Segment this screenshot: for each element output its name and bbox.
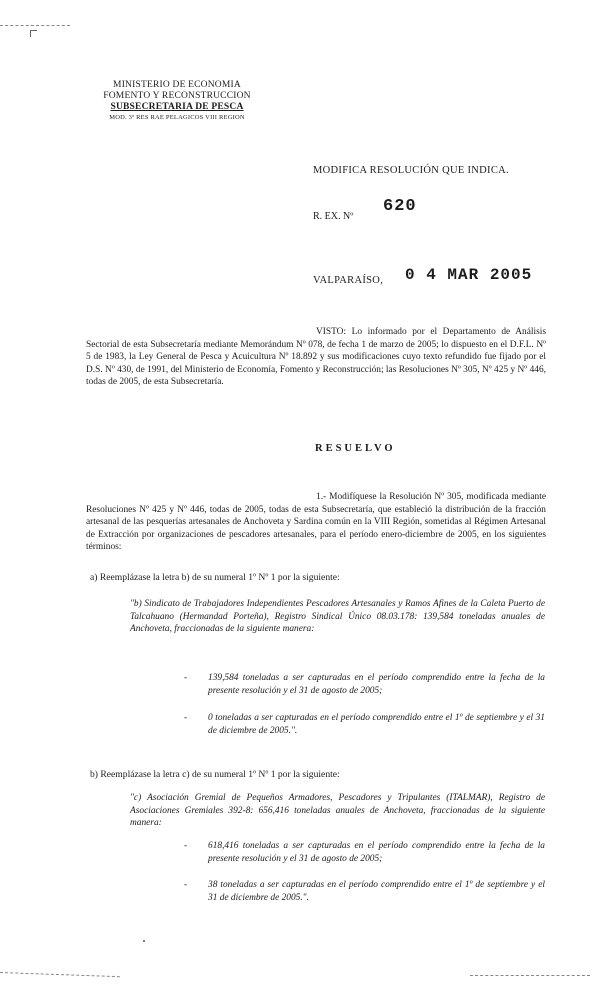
resuelvo-heading: RESUELVO — [315, 443, 396, 454]
item-a-bullet-2 — [184, 712, 545, 737]
item-a-bullet-2-text: 0 toneladas a ser capturadas en el período comprendido entre el 1º de septiembre y el 31 de diciembre de 2005.". — [208, 713, 545, 736]
item-b-quote: "c) Asociación Gremial de Pequeños Armadores, Pescadores y Tripulantes (ITALMAR), Registro de Asociaciones Gremiales 392-8: 656,416 toneladas anuales de Anchoveta, fraccionadas de la siguiente manera: — [130, 793, 545, 829]
ministry-department: FOMENTO Y RECONSTRUCCION — [103, 91, 251, 101]
document-title: MODIFICA RESOLUCIÓN QUE INDICA. — [313, 165, 509, 176]
bullet-dash: - — [184, 713, 188, 723]
item-b-label: b) Reemplázase la letra c) de su numeral 1º Nº 1 por la siguiente: — [90, 769, 340, 780]
bullet-dash: - — [184, 673, 188, 683]
letterhead — [97, 80, 257, 123]
scan-speck — [143, 940, 145, 942]
ministry-name: MINISTERIO DE ECONOMIA — [113, 80, 241, 90]
scan-edge-line-top — [0, 25, 70, 26]
subsecretariat-name: SUBSECRETARIA DE PESCA — [110, 102, 244, 112]
visto-paragraph: VISTO: Lo informado por el Departamento de Análisis Sectorial de esta Subsecretaría mediante Memorándum Nº 078, de fecha 1 de marzo de 2005; lo dispuesto en el D.F.L. Nº 5 de 1983, la Ley General de Pesca y Acuicultura Nº 18.892 y sus modificaciones cuyo texto refundido fue fijado por el D.S. Nº 430, de 1991, del Ministerio de Economía, Fomento y Reconstrucción; las Resoluciones Nº 305, Nº 425 y Nº 446, todas de 2005, de esta Subsecretaría. — [86, 327, 546, 388]
item-a-quote: "b) Sindicato de Trabajadores Independientes Pescadores Artesanales y Ramos Afines de la Caleta Puerto de Talcahuano (Hermandad Porteña), Registro Sindical Único 08.03.178: 139,584 toneladas anuales de Anchoveta, fraccionadas de la siguiente manera: — [130, 599, 545, 635]
item-b-bullet-1-text: 618,416 toneladas a ser capturadas en el período comprendido entre la fecha de la presente resolución y el 31 de agosto de 2005; — [208, 841, 545, 864]
scan-mark-top-left — [30, 30, 37, 37]
item-a-label: a) Reemplázase la letra b) de su numeral 1º Nº 1 por la siguiente: — [90, 572, 340, 583]
date-stamp: 0 4 MAR 2005 — [405, 266, 533, 284]
item-a-bullet-1 — [184, 672, 545, 697]
scan-edge-line-bottom — [0, 972, 120, 977]
bullet-dash: - — [184, 841, 188, 851]
item-b-bullet-1 — [184, 840, 545, 865]
scan-edge-line-bottom-right — [470, 975, 590, 976]
item-a-bullet-1-text: 139,584 toneladas a ser capturadas en el período comprendido entre la fecha de la presente resolución y el 31 de agosto de 2005; — [208, 673, 545, 696]
resolution-number: 620 — [383, 197, 417, 216]
document-model-code: MOD. 3º RES RAE PELAGICOS VIII REGION — [109, 114, 245, 121]
place-label: VALPARAÍSO, — [313, 275, 384, 286]
item-b-bullet-2 — [184, 879, 545, 904]
resolution-paragraph-1: 1.- Modifíquese la Resolución Nº 305, modificada mediante Resoluciones Nº 425 y Nº 446, todas de 2005, todas de esta Subsecretaría, que estableció la distribución de la fracción artesanal de las pesquerías artesanales de Anchoveta y Sardina común en la VIII Región, sometidas al Régimen Artesanal de Extracción por organizaciones de pescadores artesanales, para el período enero-diciembre de 2005, en los siguientes términos: — [86, 492, 546, 553]
resolution-number-label: R. EX. Nº — [313, 211, 354, 222]
item-b-bullet-2-text: 38 toneladas a ser capturadas en el período comprendido entre el 1º de septiembre y el 31 de diciembre de 2005.". — [208, 880, 545, 903]
bullet-dash: - — [184, 880, 188, 890]
